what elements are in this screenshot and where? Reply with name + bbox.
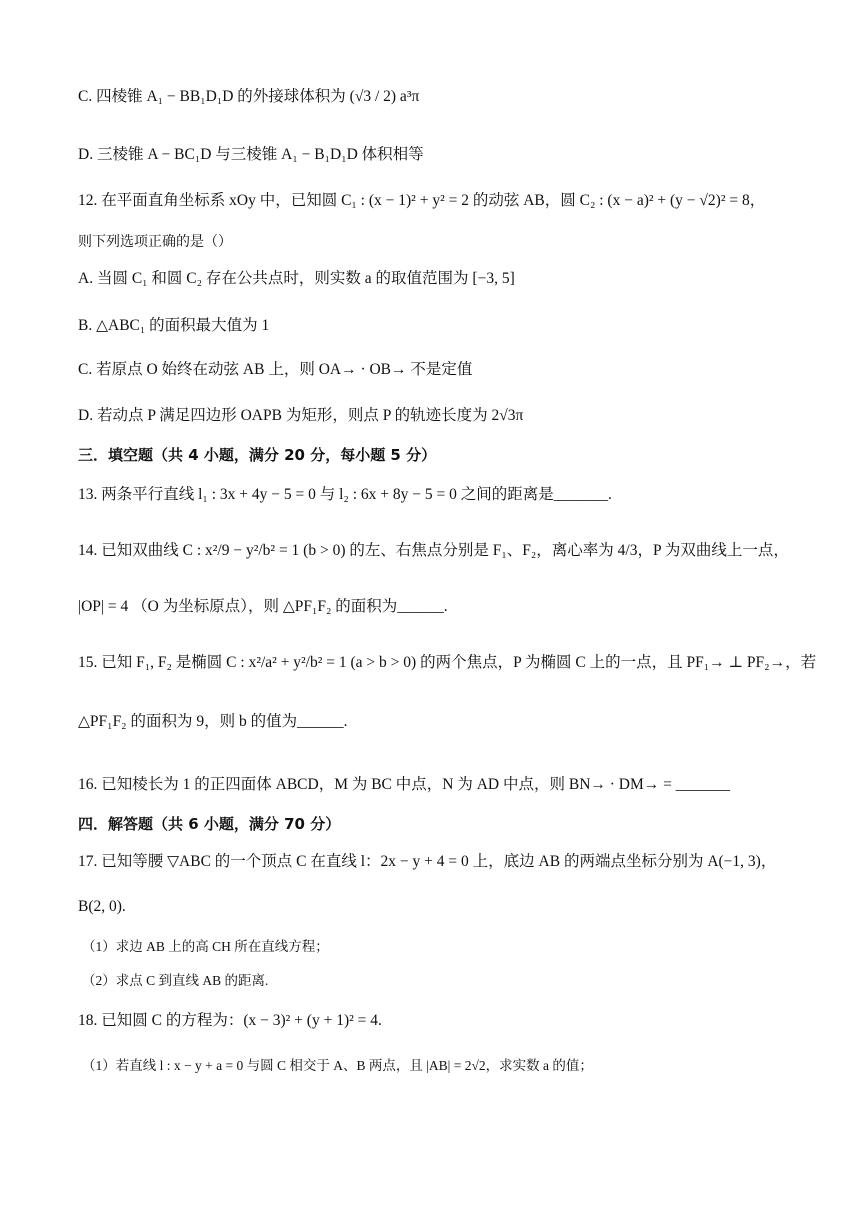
section-heading-fill-in: 三．填空题（共 4 小题，满分 20 分，每小题 5 分） xyxy=(78,446,437,464)
question-16: 16. 已知棱长为 1 的正四面体 ABCD，M 为 BC 中点，N 为 AD 中点，则 BN→ · DM→ = _______ xyxy=(78,776,731,793)
question-13: 13. 两条平行直线 l₁ : 3x + 4y − 5 = 0 与 l₂ : 6x + 8y − 5 = 0 之间的距离是_______. xyxy=(78,486,612,503)
question-14-line1: 14. 已知双曲线 C : x²/9 − y²/b² = 1 (b > 0) 的左、右焦点分别是 F₁、F₂，离心率为 4/3，P 为双曲线上一点， xyxy=(78,542,789,559)
option-12d: D. 若动点 P 满足四边形 OAPB 为矩形，则点 P 的轨迹长度为 2√3π xyxy=(78,407,524,424)
option-12b: B. △ABC₁ 的面积最大值为 1 xyxy=(78,317,270,334)
question-12-prompt: 则下列选项正确的是（） xyxy=(78,234,232,250)
question-17-part1: （1）求边 AB 上的高 CH 所在直线方程； xyxy=(82,939,329,954)
question-14-line2: |OP| = 4 （O 为坐标原点），则 △PF₁F₂ 的面积为______. xyxy=(78,598,448,615)
question-15-line2: △PF₁F₂ 的面积为 9，则 b 的值为______. xyxy=(78,713,348,730)
option-12a: A. 当圆 C₁ 和圆 C₂ 存在公共点时，则实数 a 的取值范围为 [−3, 5] xyxy=(78,270,515,287)
question-18-part1: （1）若直线 l : x − y + a = 0 与圆 C 相交于 A、B 两点，且 |AB| = 2√2，求实数 a 的值； xyxy=(82,1058,593,1073)
section-heading-solutions: 四．解答题（共 6 小题，满分 70 分） xyxy=(78,815,341,833)
option-11c: C. 四棱锥 A₁ − BB₁D₁D 的外接球体积为 (√3 / 2) a³π xyxy=(78,88,420,105)
question-17-line2: B(2, 0). xyxy=(78,898,126,915)
option-11d: D. 三棱锥 A − BC₁D 与三棱锥 A₁ − B₁D₁D 体积相等 xyxy=(78,146,424,163)
question-18-stem: 18. 已知圆 C 的方程为：(x − 3)² + (y + 1)² = 4. xyxy=(78,1012,382,1029)
question-17-line1: 17. 已知等腰 ▽ABC 的一个顶点 C 在直线 l：2x − y + 4 = 0 上，底边 AB 的两端点坐标分别为 A(−1, 3)， xyxy=(78,853,777,870)
option-12c: C. 若原点 O 始终在动弦 AB 上，则 OA→ · OB→ 不是定值 xyxy=(78,361,473,378)
question-12-stem: 12. 在平面直角坐标系 xOy 中，已知圆 C₁ : (x − 1)² + y² = 2 的动弦 AB，圆 C₂ : (x − a)² + (y − √2)² = 8， xyxy=(78,192,766,209)
question-15-line1: 15. 已知 F₁, F₂ 是椭圆 C : x²/a² + y²/b² = 1 (a > b > 0) 的两个焦点，P 为椭圆 C 上的一点，且 PF₁→ ⊥ PF₂→，若 xyxy=(78,654,817,671)
question-17-part2: （2）求点 C 到直线 AB 的距离. xyxy=(82,973,269,988)
